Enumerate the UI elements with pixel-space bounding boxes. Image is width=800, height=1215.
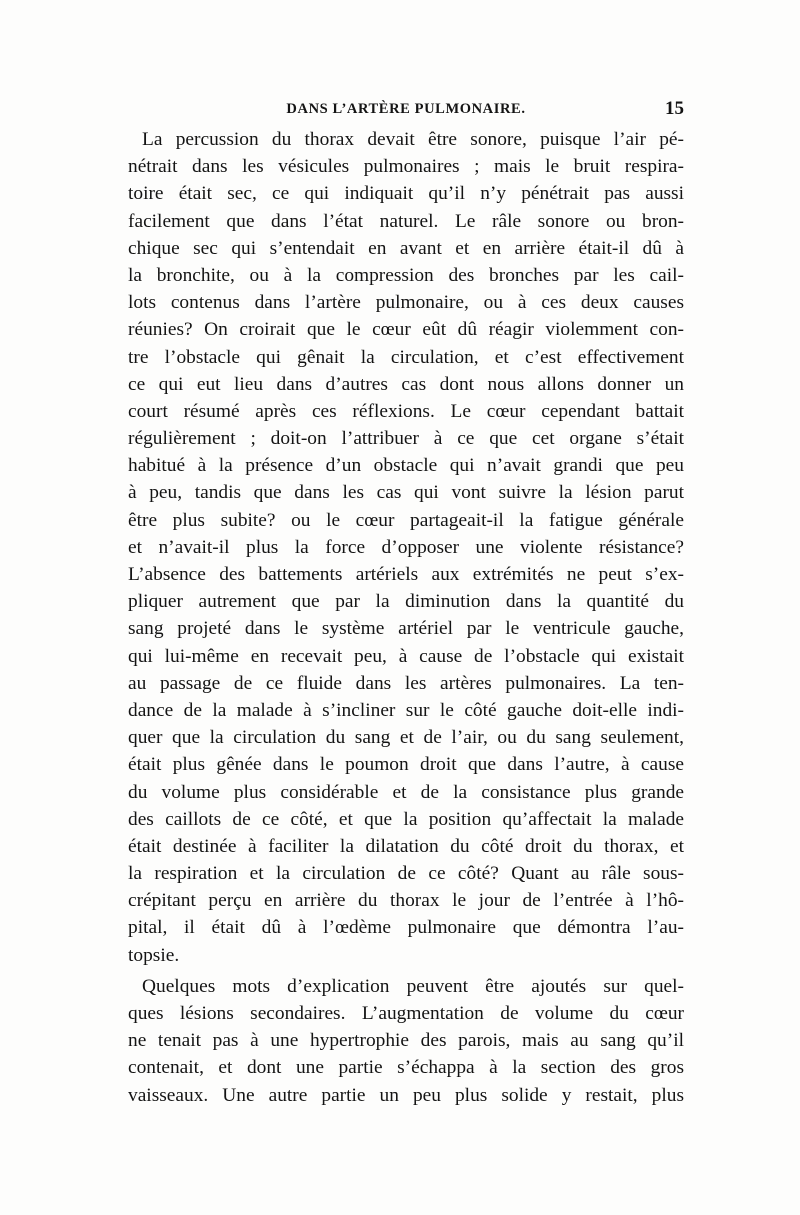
paragraph-2: [128, 973, 684, 1109]
text-line: toire était sec, ce qui indiquait qu’il n’y pénétrait pas aussi: [128, 183, 684, 205]
text-line: à peu, tandis que dans les cas qui vont suivre la lésion parut: [128, 482, 684, 504]
text-line: ce qui eut lieu dans d’autres cas dont nous allons donner un: [128, 373, 684, 395]
text-line: était plus gênée dans le poumon droit que dans l’autre, à cause: [128, 754, 684, 776]
body-text: [128, 126, 684, 1109]
text-line: lots contenus dans l’artère pulmonaire, ou à ces deux causes: [128, 292, 684, 314]
text-line: Quelques mots d’explication peuvent être ajoutés sur quel-: [142, 975, 684, 997]
text-line: était destinée à faciliter la dilatation du côté droit du thorax, et: [128, 835, 684, 857]
text-line: facilement que dans l’état naturel. Le râle sonore ou bron-: [128, 210, 684, 232]
text-line: la bronchite, ou à la compression des bronches par les cail-: [128, 264, 684, 286]
text-line: quer que la circulation du sang et de l’air, ou du sang seulement,: [128, 727, 684, 749]
text-line: qui lui-même en recevait peu, à cause de l’obstacle qui existait: [128, 645, 684, 667]
text-line: au passage de ce fluide dans les artères pulmonaires. La ten-: [128, 672, 684, 694]
text-line: La percussion du thorax devait être sonore, puisque l’air pé-: [142, 129, 684, 150]
text-line: habitué à la présence d’un obstacle qui n’avait grandi que peu: [128, 455, 684, 477]
text-line: sang projeté dans le système artériel par le ventricule gauche,: [128, 618, 684, 640]
text-line: ques lésions secondaires. L’augmentation de volume du cœur: [128, 1003, 684, 1024]
text-line: chique sec qui s’entendait en avant et en arrière était-il dû à: [128, 237, 684, 259]
text-line: tre l’obstacle qui gênait la circulation, et c’est effectivement: [128, 346, 684, 368]
text-line: réunies? On croirait que le cœur eût dû réagir violemment con-: [128, 319, 684, 341]
text-line: des caillots de ce côté, et que la position qu’affectait la malade: [128, 808, 684, 830]
text-line: ne tenait pas à une hypertrophie des parois, mais au sang qu’il: [128, 1030, 684, 1052]
text-line: pliquer autrement que par la diminution dans la quantité du: [128, 591, 684, 613]
text-line: contenait, et dont une partie s’échappa à la section des gros: [128, 1057, 684, 1079]
running-title: DANS L’ARTÈRE PULMONAIRE.: [286, 101, 526, 117]
text-line: dance de la malade à s’incliner sur le côté gauche doit-elle indi-: [128, 699, 684, 721]
text-line: être plus subite? ou le cœur partageait-il la fatigue générale: [128, 509, 684, 531]
text-line: vaisseaux. Une autre partie un peu plus solide y restait, plus: [128, 1084, 684, 1106]
text-line: et n’avait-il plus la force d’opposer une violente résistance?: [128, 536, 684, 558]
text-line: la respiration et la circulation de ce côté? Quant au râle sous-: [128, 863, 684, 885]
text-line: du volume plus considérable et de la consistance plus grande: [128, 781, 684, 803]
page-number: 15: [665, 98, 684, 119]
text-line: pital, il était dû à l’œdème pulmonaire que démontra l’au-: [128, 917, 684, 939]
text-line: nétrait dans les vésicules pulmonaires ; mais le bruit respira-: [128, 156, 684, 178]
page-header: [128, 98, 684, 122]
text-line: court résumé après ces réflexions. Le cœur cependant battait: [128, 400, 684, 422]
text-line: L’absence des battements artériels aux extrémités ne peut s’ex-: [128, 564, 684, 585]
paragraph-1: [128, 126, 684, 969]
text-line: crépitant perçu en arrière du thorax le jour de l’entrée à l’hô-: [128, 890, 684, 912]
text-line: régulièrement ; doit-on l’attribuer à ce que cet organe s’était: [128, 428, 684, 450]
text-line: topsie.: [128, 944, 180, 966]
